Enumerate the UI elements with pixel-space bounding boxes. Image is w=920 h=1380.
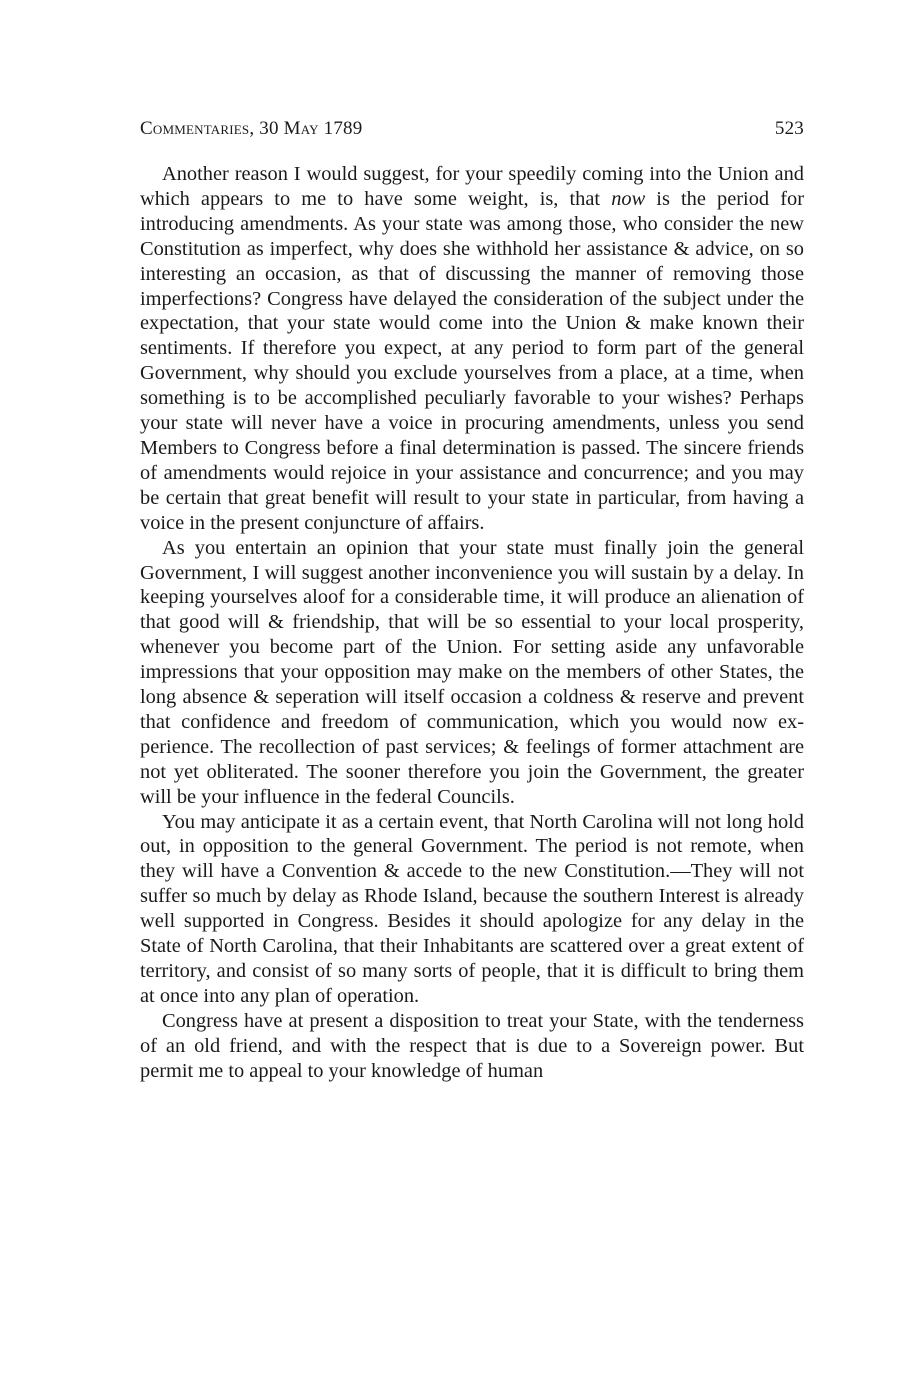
- paragraph-text: Another reason I would suggest, for your speedily coming into the Union and which appears to me to have some weight, is, that: [140, 163, 804, 210]
- running-header: [140, 118, 804, 140]
- page-number: 523: [774, 118, 804, 139]
- body-text: [140, 162, 804, 1084]
- paragraph: You may anticipate it as a certain event, that North Carolina will not long hold out, in opposition to the general Government. The period is not remote, when they will have a Convention & accede to the new Constitution.—They will not suffer so much by delay as Rhode Island, because the southern Interest is already well supported in Congress. Besides it should apologize for any delay in the State of North Carolina, that their Inhabitants are scattered over a great extent of territory, and consist of so many sorts of people, that it is difficult to bring them at once into any plan of operation.: [140, 810, 804, 1007]
- emphasized-word: now: [611, 187, 646, 210]
- paragraph: As you entertain an opinion that your state must finally join the general Government, I will suggest another inconvenience you will sustain by a delay. In keeping yourselves aloof for a considerable time, it will produce an alienation of that good will & friendship, that will be so essential to your local prosperity, whenever you become part of the Union. For setting aside any unfavorable impressions that your opposition may make on the members of other States, the long absence & seperation will itself occasion a coldness & reserve and prevent that confidence and freedom of communication, which you would now experience. The recollection of past services; & feelings of former attachment are not yet obliterated. The sooner therefore you join the Government, the greater will be your influence in the federal Councils.: [140, 536, 804, 808]
- running-title: Commentaries, 30 May 1789: [140, 118, 363, 139]
- paragraph: Congress have at present a disposition to treat your State, with the tenderness of an old friend, and with the respect that is due to a Sovereign power. But permit me to appeal to your knowledge of human: [140, 1009, 804, 1082]
- paragraph: [140, 162, 804, 536]
- document-page: [140, 118, 804, 1084]
- paragraph-text: is the period for introducing amendments. As your state was among those, who consider the new Constitution as imperfect, why does she withhold her assistance & advice, on so interesting an occasion, as that of discussing the manner of removing those imperfections? Congress have delayed the consideration of the subject under the expectation, that your state would come into the Union & make known their sentiments. If therefore you expect, at any period to form part of the general Government, why should you exclude yourselves from a place, at a time, when something is to be accomplished peculiarly favorable to your wishes? Perhaps your state will never have a voice in procuring amendments, unless you send Members to Congress before a final determination is passed. The sincere friends of amendments would rejoice in your assistance and concurrence; and you may be certain that great benefit will result to your state in particular, from having a voice in the present conjuncture of affairs.: [140, 187, 804, 534]
